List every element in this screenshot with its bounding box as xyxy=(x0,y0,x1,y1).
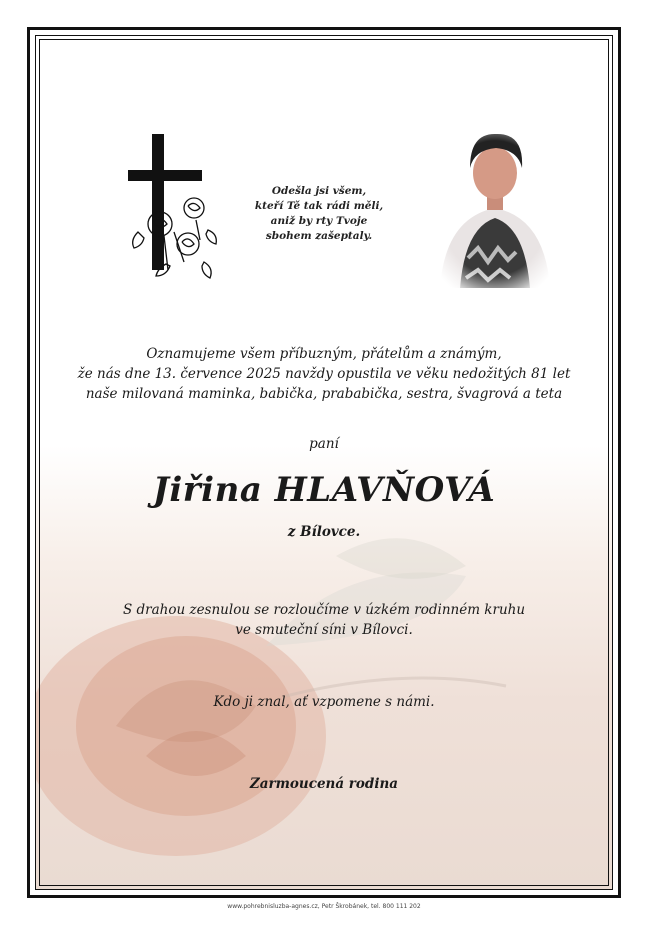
footer-credit: www.pohrebnisluzba-agnes.cz, Petr Škrobánek, tel. 800 111 202 xyxy=(227,903,421,910)
verse-line: kteří Tě tak rádi měli, xyxy=(254,200,384,212)
honorific: paní xyxy=(309,436,339,452)
farewell-line: ve smuteční síni v Bílovci. xyxy=(235,622,413,638)
memorial-verse xyxy=(254,184,384,244)
hometown: z Bílovce. xyxy=(287,524,361,540)
announcement-line: Oznamujeme všem příbuzným, přátelům a známým, xyxy=(146,346,502,362)
farewell-line: S drahou zesnulou se rozloučíme v úzkém rodinném kruhu xyxy=(122,602,526,618)
cross-with-roses xyxy=(124,132,224,284)
verse-line: Odešla jsi všem, xyxy=(271,185,367,197)
announcement-line: naše milovaná maminka, babička, prababička, sestra, švagrová a teta xyxy=(85,386,563,402)
signature: Zarmoucená rodina xyxy=(249,776,399,792)
announcement-line: že nás dne 13. července 2025 navždy opustila ve věku nedožitých 81 let xyxy=(77,366,571,382)
verse-line: aniž by rty Tvoje xyxy=(270,215,368,227)
portrait-photo xyxy=(430,128,560,288)
deceased-name: Jiřina HLAVŇOVÁ xyxy=(152,470,496,510)
farewell-text xyxy=(35,600,613,640)
verse-line: sbohem zašeptaly. xyxy=(265,230,373,242)
announcement-text xyxy=(35,344,613,404)
remember-line: Kdo ji znal, ať vzpomene s námi. xyxy=(213,694,435,710)
roses-icon xyxy=(133,198,217,278)
